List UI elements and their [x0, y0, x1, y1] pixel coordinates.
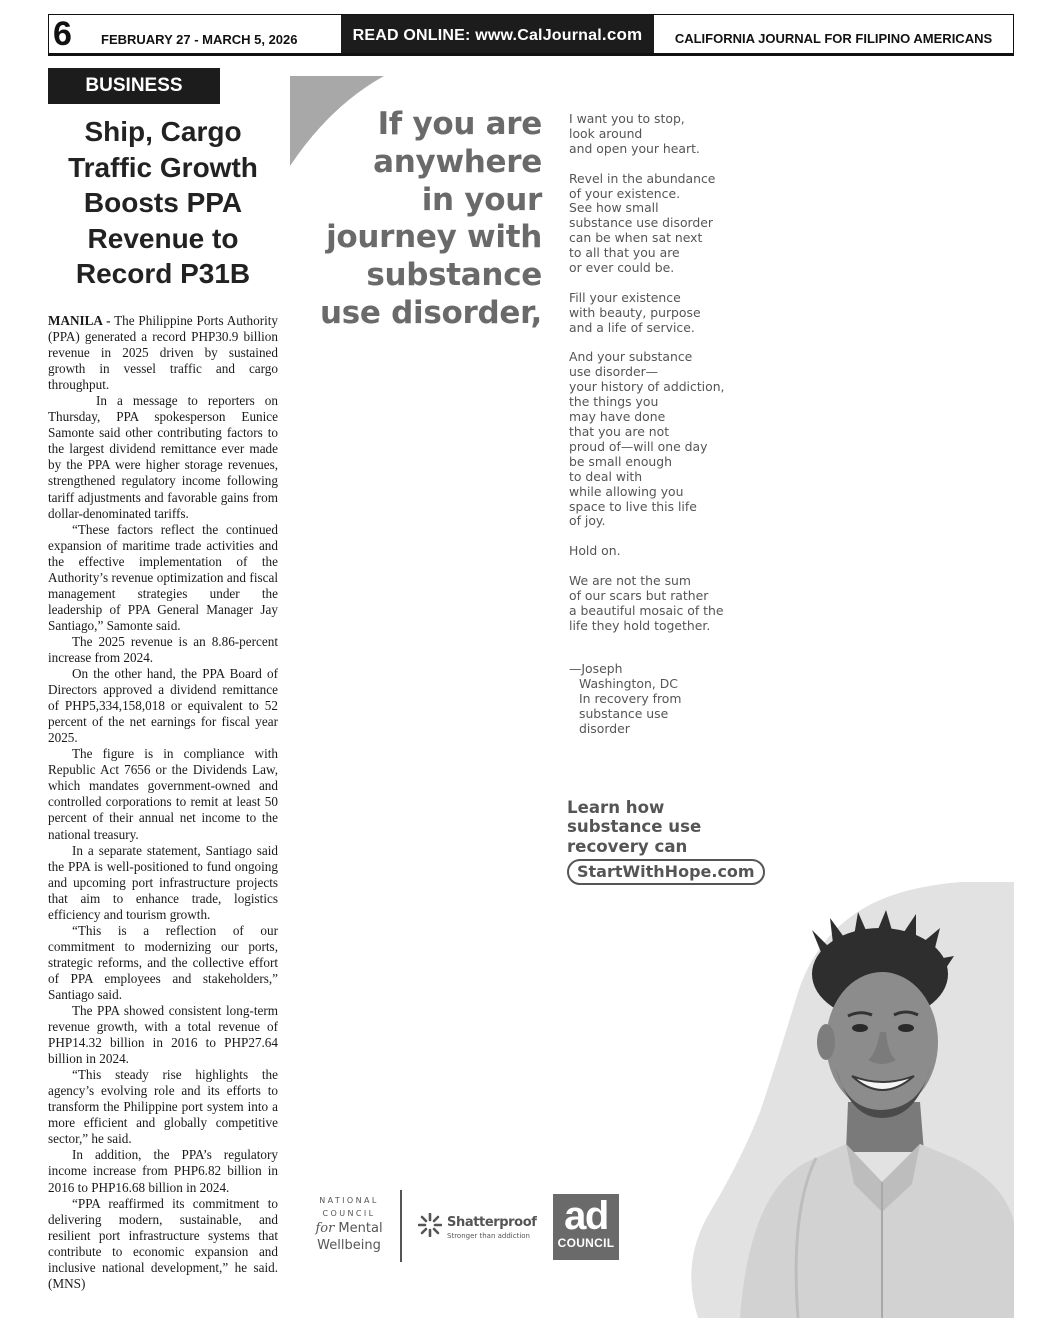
read-online-prefix: READ ONLINE: www. [352, 27, 518, 44]
article-lead-paragraph [48, 313, 278, 393]
psa-advertisement [290, 76, 1014, 1318]
article-paragraph: The 2025 revenue is an 8.86-percent increase from 2024. [48, 633, 278, 665]
poem-stanza: We are not the sum of our scars but rather a beautiful mosaic of the life they hold together. [569, 573, 724, 633]
article-paragraph: “This is a reflection of our commitment to modernizing our ports, strategic reforms, and the collective effort of PPA employees and stakeholders,” Santiago said. [48, 922, 278, 1002]
issue-date-range: FEBRUARY 27 - MARCH 5, 2026 [101, 32, 298, 47]
article-paragraph: The PPA showed consistent long-term revenue growth, with a total revenue of PHP14.32 billion in 2016 to PHP27.64 billion in 2024. [48, 1003, 278, 1067]
ad-headline [310, 106, 542, 333]
national-council-mental-wellbeing-logo [313, 1194, 385, 1254]
page-number: 6 [53, 15, 72, 53]
section-tag: BUSINESS [48, 68, 220, 104]
poem-attribution [569, 662, 769, 737]
read-online-banner[interactable] [341, 15, 654, 53]
poem-stanza: Revel in the abundance of your existence. See how small substance use disorder can be when sat next to all that you are or ever could be. [569, 170, 716, 276]
attribution-name: —Joseph [569, 661, 623, 676]
logo-divider [400, 1190, 402, 1262]
headline-line: Boosts PPA [83, 187, 243, 218]
ncmw-for: for [315, 1221, 335, 1236]
headline-line: Record P31B [75, 258, 251, 289]
article-paragraph: On the other hand, the PPA Board of Directors approved a dividend remittance of PHP5,334,158,018 or equivalent to 52 percent of the net earnings for fiscal year 2025. [48, 666, 278, 746]
article-paragraph: “This steady rise highlights the agency’s evolving role and its efforts to transform the Philippine port system into a more efficient and globally competitive sector,” he said. [48, 1067, 278, 1147]
read-online-domain: CalJournal [517, 27, 602, 44]
ncmw-line: COUNCIL [322, 1209, 376, 1218]
ad-council-bottom: COUNCIL [557, 1236, 615, 1250]
ad-headline-line: in your [421, 181, 542, 218]
headline-line: Ship, Cargo [84, 116, 242, 147]
article-body [48, 313, 278, 1292]
poem-stanza: I want you to stop, look around and open your heart. [569, 111, 700, 156]
read-online-suffix: .com [601, 25, 643, 44]
ad-council-top: ad [564, 1194, 608, 1238]
ncmw-mental: Mental [334, 1221, 383, 1236]
masthead [48, 14, 1014, 54]
ad-headline-line: use disorder, [319, 294, 542, 331]
shatterproof-burst-icon [418, 1213, 442, 1237]
article-paragraph: “These factors reflect the continued expansion of maritime trade activities and the effective implementation of the Authority’s revenue optimization and fiscal management strategies under the leadership of PPA General Manager Jay Santiago,” Samonte said. [48, 521, 278, 633]
article-paragraph: The figure is in compliance with Republic Act 7656 or the Dividends Law, which mandates government-owned and controlled corporations to remit at least 50 percent of their annual net income to the national treasury. [48, 746, 278, 842]
headline-line: Traffic Growth [68, 151, 258, 183]
poem [569, 112, 769, 649]
article-paragraph: In addition, the PPA’s regulatory income increase from PHP6.82 billion in 2016 to PHP16.68 billion in 2024. [48, 1147, 278, 1195]
ad-council-logo [553, 1194, 619, 1260]
headline-line: Revenue to [87, 222, 239, 254]
article-headline [48, 114, 278, 292]
ncmw-line [313, 1220, 385, 1237]
article-lead: The Philippine Ports Authority (PPA) generated a record PHP30.9 billion revenue in 2025 driven by sustained growth in vessel traffic and cargo throughput. [48, 313, 279, 393]
call-to-action [567, 798, 767, 856]
cta-line: substance use [567, 817, 702, 837]
cta-url-link[interactable]: StartWithHope.com [567, 859, 765, 885]
portrait-photo [620, 882, 1014, 1318]
publication-name: CALIFORNIA JOURNAL FOR FILIPINO AMERICANS [674, 31, 993, 46]
article-dateline: MANILA - [48, 313, 111, 328]
ad-headline-line: substance [366, 257, 542, 294]
article-paragraph: “PPA reaffirmed its commitment to delivering modern, sustainable, and resilient port infrastructure systems that contribute to economic expansion and inclusive national development,” he said. (MNS) [48, 1195, 278, 1291]
article-paragraph: In a message to reporters on Thursday, PPA spokesperson Eunice Samonte said other contributing factors to the largest dividend remittance ever made by the PPA were higher storage revenues, strengthened regulatory income following tariff adjustments and favorable gains from dollar-denominated tariffs. [48, 393, 278, 521]
shatterproof-tagline: Stronger than addiction [447, 1232, 530, 1240]
shatterproof-name: Shatterproof [447, 1215, 537, 1230]
poem-stanza: Fill your existence with beauty, purpose and a life of service. [569, 289, 701, 335]
attribution-details: Washington, DC In recovery from substance use disorder [579, 675, 682, 736]
ad-headline-line: anywhere [373, 143, 542, 180]
ncmw-line: NATIONAL [319, 1196, 379, 1205]
ad-headline-line: journey with [326, 219, 542, 256]
cta-line: Learn how [567, 798, 665, 817]
poem-stanza: Hold on. [569, 543, 621, 559]
masthead-rule [48, 54, 1014, 56]
cta-line: recovery can [567, 836, 688, 856]
poem-stanza: And your substance use disorder— your history of addiction, the things you may have done that you are not proud of—will one day be small enough to deal with while allowing you space to live this life of joy. [569, 349, 725, 529]
ad-headline-line: If you are [377, 106, 542, 142]
article-paragraph: In a separate statement, Santiago said the PPA is well-positioned to fund ongoing and upcoming port infrastructure projects that aim to enhance trade, logistics efficiency and tourism growth. [48, 842, 278, 922]
ncmw-line: Wellbeing [317, 1238, 381, 1253]
